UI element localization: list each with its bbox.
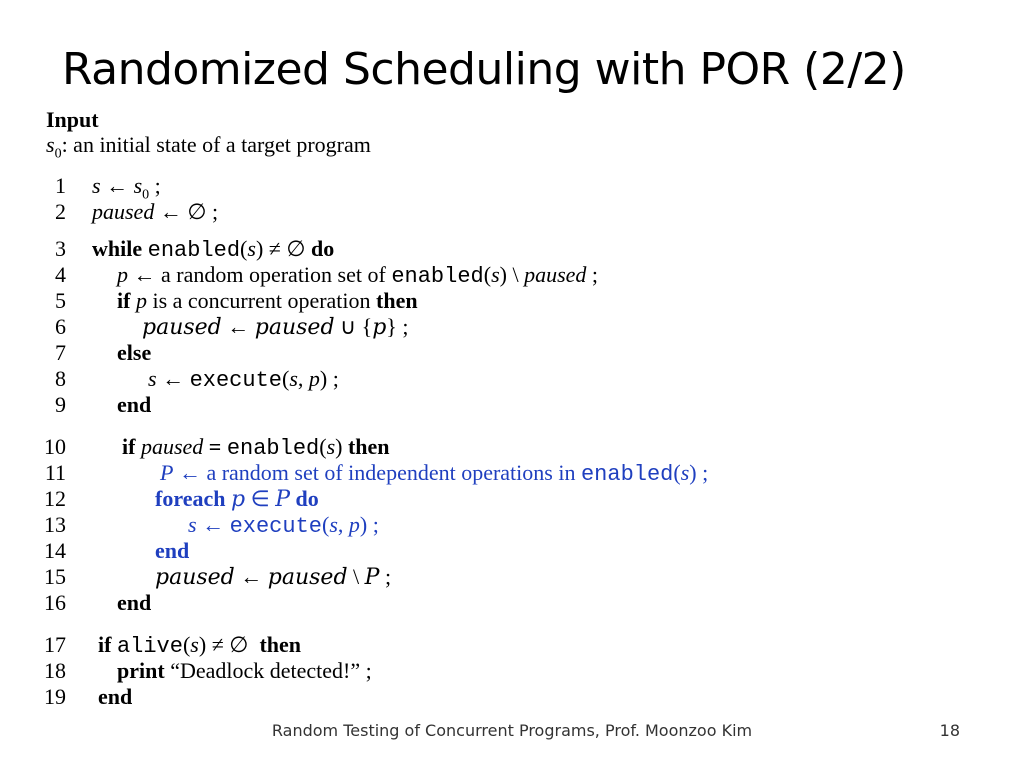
line-number: 1	[55, 173, 66, 198]
input-block	[46, 107, 371, 166]
line-number: 19	[44, 684, 66, 709]
line-content: end	[117, 590, 152, 615]
line-content: end	[155, 538, 190, 563]
line-number: 5	[55, 288, 66, 313]
line-content: paused ← paused ∪ {p} ;	[142, 314, 409, 340]
line-content: print “Deadlock detected!” ;	[117, 658, 372, 683]
page-number: 18	[939, 721, 960, 740]
line-number: 11	[44, 460, 66, 485]
line-number: 13	[44, 512, 66, 537]
line-number: 10	[44, 434, 66, 459]
line-number: 7	[55, 340, 66, 365]
line-number: 16	[44, 590, 66, 615]
line-number: 12	[44, 486, 66, 511]
line-number: 4	[55, 262, 66, 287]
line-number: 15	[44, 564, 66, 589]
line-number: 14	[44, 538, 66, 563]
line-number: 8	[55, 366, 66, 391]
line-number: 2	[55, 199, 66, 224]
line-content: if alive(s) ≠ ∅ then	[98, 632, 301, 659]
line-content: s ← execute(s, p) ;	[188, 512, 379, 539]
line-number: 18	[44, 658, 66, 683]
line-content: if p is a concurrent operation then	[117, 288, 418, 313]
line-content: else	[117, 340, 152, 365]
line-content: end	[98, 684, 133, 709]
line-number: 17	[44, 632, 66, 657]
line-content: p ← a random operation set of enabled(s) \ paused ;	[117, 262, 599, 289]
input-header: Input	[46, 107, 99, 132]
line-content: P ← a random set of independent operations in enabled(s) ;	[160, 460, 709, 487]
line-content: foreach p ∈ P do	[155, 486, 319, 512]
line-content: s ← $s_0$ ;	[92, 173, 161, 203]
slide-footer: Random Testing of Concurrent Programs, Prof. Moonzoo Kim	[271, 721, 753, 740]
line-content: while enabled(s) ≠ ∅ do	[92, 236, 335, 263]
input-description: $s_0$: an initial state of a target program	[46, 132, 371, 162]
line-number: 3	[55, 236, 66, 261]
line-content: paused ← paused \ P ;	[155, 564, 392, 590]
line-content: if paused = enabled(s) then	[122, 434, 390, 461]
slide-title: Randomized Scheduling with POR (2/2)	[62, 44, 906, 95]
line-number: 6	[55, 314, 66, 339]
line-content: s ← execute(s, p) ;	[148, 366, 339, 393]
line-content: end	[117, 392, 152, 417]
line-content: paused ← ∅ ;	[92, 199, 219, 224]
line-number: 9	[55, 392, 66, 417]
